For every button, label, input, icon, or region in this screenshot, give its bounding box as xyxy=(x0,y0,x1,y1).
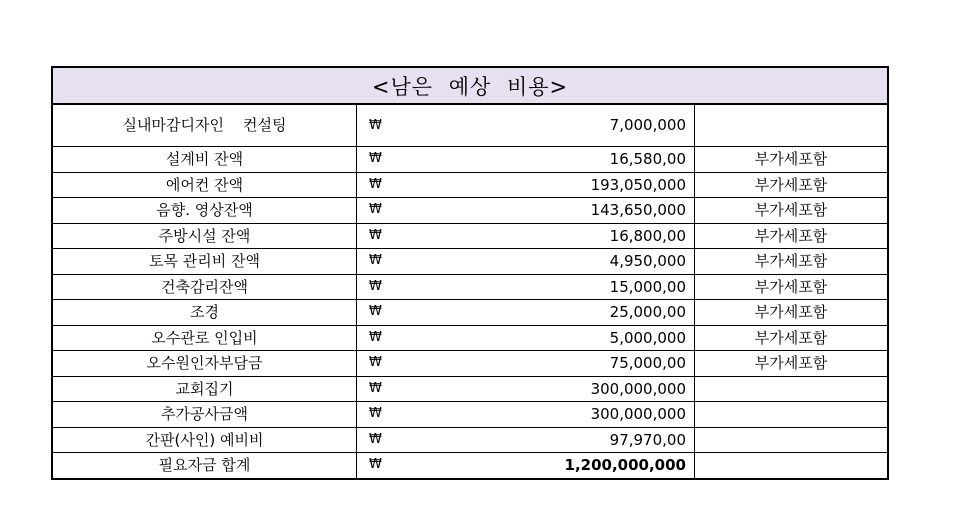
amount-cell xyxy=(357,249,695,274)
note-cell: 부가세포함 xyxy=(754,303,828,321)
item-name: 조경 xyxy=(53,300,357,325)
note-cell: 부가세포함 xyxy=(754,354,828,372)
amount-cell xyxy=(357,173,695,198)
note-cell: 부가세포함 xyxy=(754,150,828,168)
note-cell xyxy=(695,428,887,453)
note-cell: 부가세포함 xyxy=(754,201,828,219)
item-name: 음향. 영상잔액 xyxy=(53,198,357,223)
currency-symbol: ₩ xyxy=(369,202,382,217)
currency-symbol: ₩ xyxy=(369,380,382,396)
amount-cell xyxy=(357,147,695,172)
table-row xyxy=(53,105,887,147)
currency-symbol: ₩ xyxy=(369,151,382,166)
currency-symbol: ₩ xyxy=(369,118,382,133)
note-cell xyxy=(695,453,887,478)
item-name: 설계비 잔액 xyxy=(53,147,357,172)
table-row xyxy=(53,402,887,428)
currency-symbol: ₩ xyxy=(369,457,382,472)
currency-symbol: ₩ xyxy=(369,278,382,294)
amount-cell xyxy=(357,275,695,300)
table-row xyxy=(53,147,887,173)
currency-symbol: ₩ xyxy=(369,406,382,421)
table-row xyxy=(53,351,887,377)
item-name: 에어컨 잔액 xyxy=(53,173,357,198)
table-row xyxy=(53,275,887,301)
amount-value: 143,650,000 xyxy=(590,201,686,219)
note-cell: 부가세포함 xyxy=(754,252,828,270)
amount-cell xyxy=(357,300,695,325)
amount-cell xyxy=(357,428,695,453)
amount-cell xyxy=(357,351,695,376)
item-name: 추가공사금액 xyxy=(53,402,357,427)
currency-symbol: ₩ xyxy=(369,227,382,243)
note-cell xyxy=(695,377,887,402)
currency-symbol: ₩ xyxy=(369,304,382,319)
amount-value: 97,970,00 xyxy=(609,430,686,449)
table-row xyxy=(53,249,887,275)
table-title: <남은 예상 비용> xyxy=(53,68,887,105)
item-name: 토목 관리비 잔액 xyxy=(53,249,357,274)
amount-value: 193,050,000 xyxy=(590,175,686,194)
table-row xyxy=(53,377,887,403)
amount-cell xyxy=(357,453,695,478)
item-name: 오수원인자부담금 xyxy=(53,351,357,376)
total-label: 필요자금 합계 xyxy=(53,453,357,478)
currency-symbol: ₩ xyxy=(369,176,382,192)
amount-cell xyxy=(357,198,695,223)
amount-value: 4,950,000 xyxy=(609,252,686,270)
note-cell xyxy=(695,105,887,146)
amount-value: 5,000,000 xyxy=(609,328,686,347)
item-name: 주방시설 잔액 xyxy=(53,224,357,249)
table-row xyxy=(53,300,887,326)
amount-value: 16,580,00 xyxy=(609,150,686,168)
amount-cell xyxy=(357,377,695,402)
note-cell: 부가세포함 xyxy=(754,328,828,347)
amount-value: 15,000,00 xyxy=(609,277,686,296)
table-row xyxy=(53,198,887,224)
total-row xyxy=(53,453,887,478)
note-cell: 부가세포함 xyxy=(754,277,828,296)
note-cell xyxy=(695,402,887,427)
amount-value: 300,000,000 xyxy=(590,379,686,398)
amount-value: 25,000,00 xyxy=(609,303,686,321)
amount-cell xyxy=(357,402,695,427)
currency-symbol: ₩ xyxy=(369,329,382,345)
amount-value: 7,000,000 xyxy=(609,116,686,134)
item-name: 교회집기 xyxy=(53,377,357,402)
amount-cell xyxy=(357,224,695,249)
amount-cell xyxy=(357,105,695,146)
amount-value: 16,800,00 xyxy=(609,226,686,245)
item-name: 실내마감디자인 컨설팅 xyxy=(53,105,357,146)
item-name: 간판(사인) 예비비 xyxy=(53,428,357,453)
table-row xyxy=(53,428,887,454)
currency-symbol: ₩ xyxy=(369,355,382,370)
amount-cell xyxy=(357,326,695,351)
cost-table xyxy=(51,66,889,480)
amount-value: 75,000,00 xyxy=(609,354,686,372)
table-row xyxy=(53,326,887,352)
item-name: 건축감리잔액 xyxy=(53,275,357,300)
amount-value: 300,000,000 xyxy=(590,405,686,423)
table-row xyxy=(53,224,887,250)
table-row xyxy=(53,173,887,199)
note-cell: 부가세포함 xyxy=(754,226,828,245)
total-amount: 1,200,000,000 xyxy=(564,456,686,474)
item-name: 오수관로 인입비 xyxy=(53,326,357,351)
note-cell: 부가세포함 xyxy=(754,175,828,194)
currency-symbol: ₩ xyxy=(369,431,382,447)
currency-symbol: ₩ xyxy=(369,253,382,268)
